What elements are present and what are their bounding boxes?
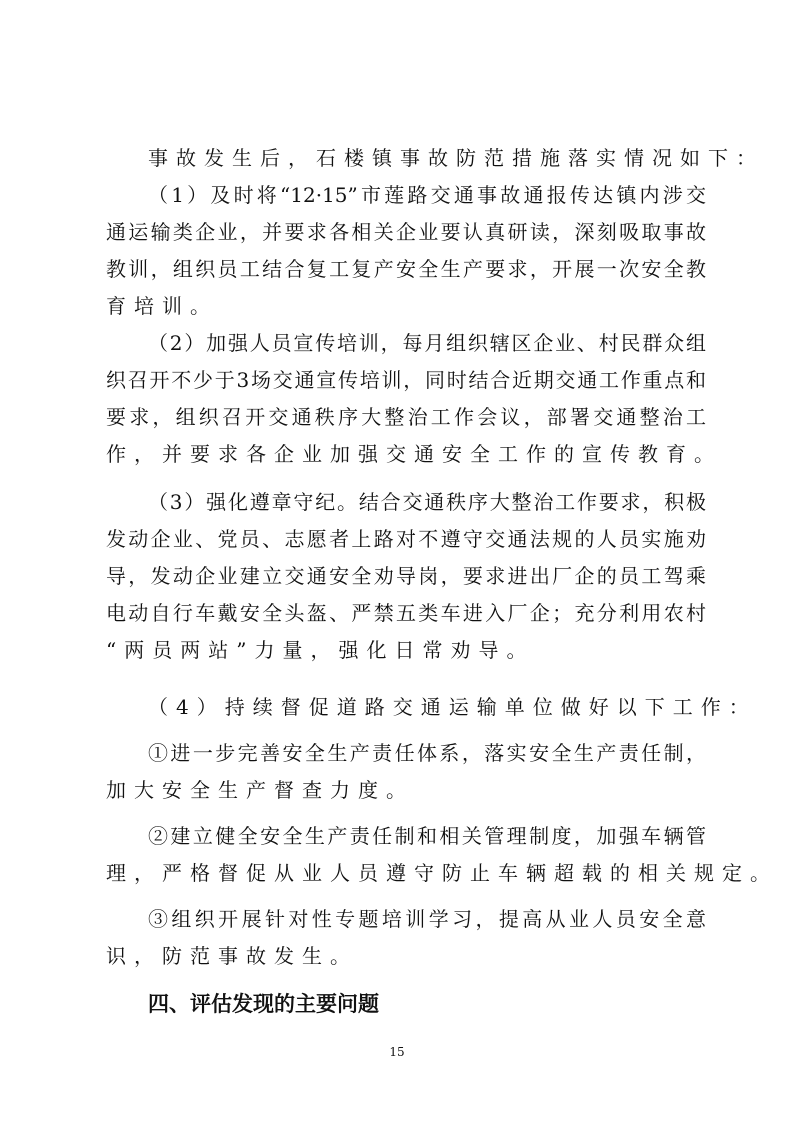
section-heading: 四、评估发现的主要问题: [148, 992, 379, 1016]
text-line: 事故发生后，石楼镇事故防范措施落实情况如下：: [148, 146, 764, 170]
text-line: （2）加强人员宣传培训，每月组织辖区企业、村民群众组: [148, 331, 706, 355]
text-line: （4）持续督促道路交通运输单位做好以下工作：: [148, 695, 757, 719]
text-line: 要求，组织召开交通秩序大整治工作会议，部署交通整治工: [106, 405, 706, 429]
text-line: （1）及时将“12·15”市莲路交通事故通报传达镇内涉交: [148, 183, 706, 207]
text-line: 育培训。: [106, 294, 218, 318]
text-line: 作，并要求各企业加强交通安全工作的宣传教育。: [106, 442, 722, 466]
text-line: “两员两站”力量，强化日常劝导。: [106, 638, 535, 662]
text-line: 识，防范事故发生。: [106, 944, 358, 968]
page-number: 15: [389, 1045, 405, 1059]
text-line: ①进一步完善安全生产责任体系，落实安全生产责任制，: [148, 741, 706, 765]
text-line: 理，严格督促从业人员遵守防止车辆超载的相关规定。: [106, 861, 778, 885]
text-line: 加大安全生产督查力度。: [106, 778, 414, 802]
text-line: 发动企业、党员、志愿者上路对不遵守交通法规的人员实施劝: [106, 527, 706, 551]
text-line: 电动自行车戴安全头盔、严禁五类车进入厂企；充分利用农村: [106, 601, 706, 625]
text-line: ③组织开展针对性专题培训学习，提高从业人员安全意: [148, 907, 706, 931]
text-line: 导，发动企业建立交通安全劝导岗，要求进出厂企的员工驾乘: [106, 564, 706, 588]
text-line: 教训，组织员工结合复工复产安全生产要求，开展一次安全教: [106, 257, 706, 281]
text-line: 通运输类企业，并要求各相关企业要认真研读，深刻吸取事故: [106, 220, 706, 244]
text-line: （3）强化遵章守纪。结合交通秩序大整治工作要求，积极: [148, 490, 706, 514]
text-line: 织召开不少于3场交通宣传培训，同时结合近期交通工作重点和: [106, 368, 706, 392]
text-line: ②建立健全安全生产责任制和相关管理制度，加强车辆管: [148, 824, 706, 848]
